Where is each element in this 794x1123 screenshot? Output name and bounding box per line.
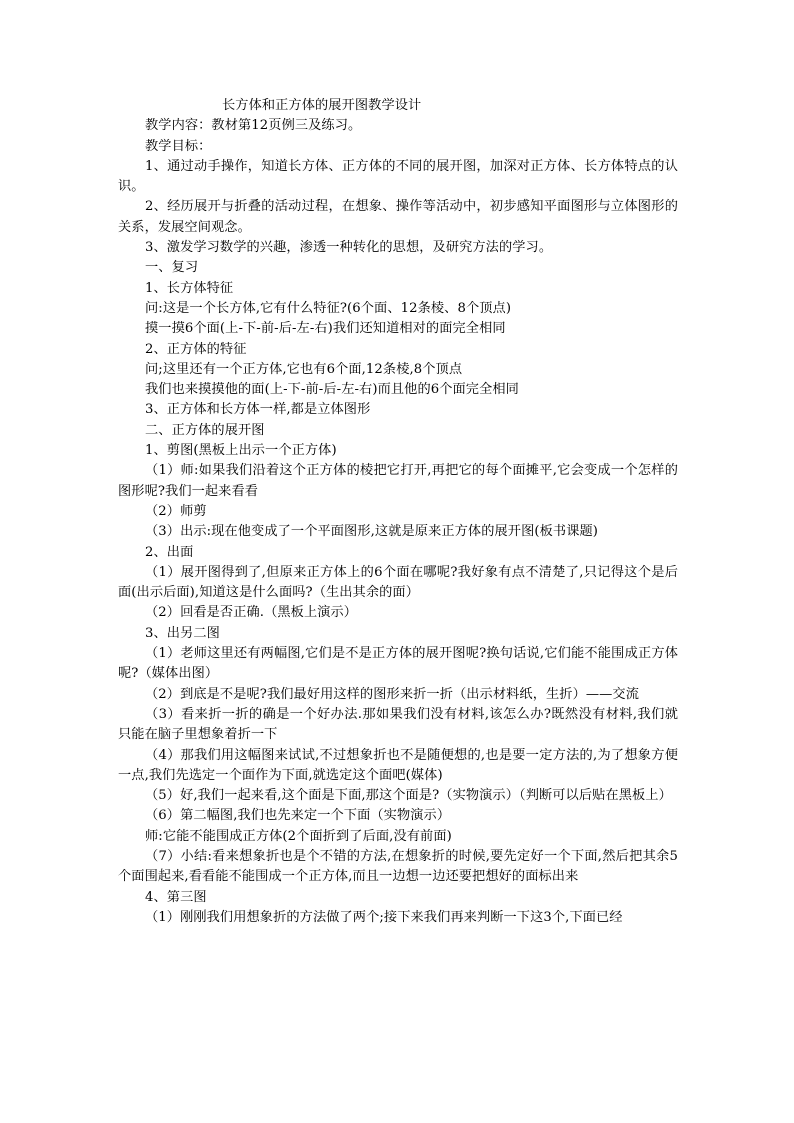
subsection-cut: 1、剪图(黑板上出示一个正方体) <box>145 443 337 459</box>
paragraph: 问;这里还有一个正方体,它也有6个面,12条棱,8个顶点 <box>145 361 463 377</box>
teaching-content: 教学内容：教材第12页例三及练习。 <box>145 118 362 134</box>
document-title: 长方体和正方体的展开图教学设计 <box>222 98 422 113</box>
paragraph: 我们也来摸摸他的面(上-下-前-后-左-右)而且他的6个面完全相同 <box>145 382 519 398</box>
subsection-third-figure: 4、第三图 <box>145 889 207 905</box>
paragraph: 问:这是一个长方体,它有什么特征?(6个面、12条棱、8个顶点) <box>145 300 512 316</box>
paragraph: （2）到底是不是呢?我们最好用这样的图形来折一折（出示材料纸，生折）——交流 <box>145 686 640 702</box>
paragraph: （6）第二幅图,我们也先来定一个下面（实物演示） <box>145 808 451 824</box>
paragraph: （1）老师这里还有两幅图,它们是不是正方体的展开图呢?换句话说,它们能不能围成正方体呢?（媒体出图） <box>118 646 678 682</box>
paragraph: （2）师剪 <box>145 503 207 519</box>
goal-3: 3、激发学习数学的兴趣，渗透一种转化的思想，及研究方法的学习。 <box>145 240 553 256</box>
paragraph: 师:它能不能围成正方体(2个面折到了后面,没有前面) <box>145 828 452 844</box>
paragraph: （3）出示:现在他变成了一个平面图形,这就是原来正方体的展开图(板书课题) <box>145 524 599 540</box>
section-cube-net-heading: 二、正方体的展开图 <box>145 422 265 438</box>
paragraph: 摸一摸6个面(上-下-前-后-左-右)我们还知道相对的面完全相同 <box>145 321 506 337</box>
paragraph: （4）那我们用这幅图来试试,不过想象折也不是随便想的,也是要一定方法的,为了想象方便一点,我们先选定一个面作为下面,就选定这个面吧(媒体) <box>118 747 678 783</box>
paragraph: （7）小结:看来想象折也是个不错的方法,在想象折的时候,要先定好一个下面,然后把其余5个面围起来,看看能不能围成一个正方体,而且一边想一边还要把想好的面标出来 <box>118 848 678 885</box>
paragraph: （1）刚刚我们用想象折的方法做了两个;接下来我们再来判断一下这3个,下面已经 <box>145 909 623 925</box>
paragraph: （2）回看是否正确.（黑板上演示） <box>145 605 358 621</box>
paragraph: （3）看来折一折的确是一个好办法.那如果我们没有材料,该怎么办?既然没有材料,我们就只能在脑子里想象着折一下 <box>118 706 678 743</box>
goal-2: 2、经历展开与折叠的活动过程，在想象、操作等活动中，初步感知平面图形与立体图形的关系，发展空间观念。 <box>118 199 678 235</box>
subsection-two-more-figures: 3、出另二图 <box>145 625 220 641</box>
paragraph: （1）师:如果我们沿着这个正方体的棱把它打开,再把它的每个面摊平,它会变成一个怎样的图形呢?我们一起来看看 <box>118 463 678 499</box>
paragraph: （1）展开图得到了,但原来正方体上的6个面在哪呢?我好象有点不清楚了,只记得这个是后面(出示后面),知道这是什么面吗?（生出其余的面） <box>118 564 678 601</box>
document-body <box>118 96 678 928</box>
paragraph: （5）好,我们一起来看,这个面是下面,那这个面是?（实物演示）（判断可以后贴在黑板上） <box>145 788 672 804</box>
teaching-goals-heading: 教学目标： <box>145 138 212 154</box>
subsection-cube-features: 2、正方体的特征 <box>145 341 247 357</box>
paragraph: 3、正方体和长方体一样,都是立体图形 <box>145 402 371 418</box>
subsection-faces: 2、出面 <box>145 544 194 560</box>
subsection-cuboid-features: 1、长方体特征 <box>145 280 234 296</box>
goal-1: 1、通过动手操作，知道长方体、正方体的不同的展开图，加深对正方体、长方体特点的认识。 <box>118 158 678 195</box>
section-review-heading: 一、复习 <box>145 260 199 276</box>
